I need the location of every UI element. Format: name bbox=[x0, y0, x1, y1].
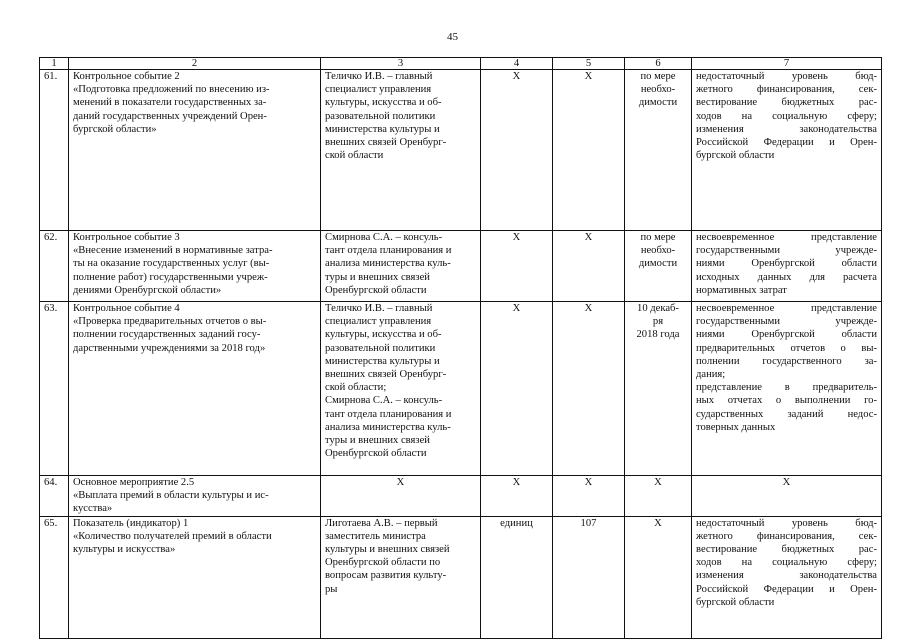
cell-line: недостаточный уровень бюд- bbox=[696, 71, 877, 82]
cell-line: ты на оказание государственных услуг (вы- bbox=[73, 258, 270, 270]
cell-line: Теличко И.В. – главный bbox=[325, 303, 433, 314]
cell-line: Контрольное событие 2 bbox=[73, 71, 180, 82]
cell-line: вопросам развития культу- bbox=[325, 570, 447, 582]
cell-line: дарственными учреждениями за 2018 год» bbox=[73, 342, 266, 354]
col4-value: X bbox=[481, 70, 553, 231]
cell-line: ных отчетах о выполнении го- bbox=[696, 395, 877, 407]
cell-line: менений в показатели государственных за- bbox=[73, 97, 267, 109]
cell-line: 2018 года bbox=[636, 329, 680, 341]
responsible-person bbox=[321, 476, 481, 517]
risk-description bbox=[692, 476, 882, 517]
cell-line: Смирнова С.А. – консуль- bbox=[325, 395, 443, 407]
cell-line: бургской области» bbox=[73, 123, 157, 135]
cell-line: дениями Оренбургской области» bbox=[73, 284, 222, 296]
cell-line: внешних связей Оренбург- bbox=[325, 137, 447, 149]
cell-line: недостаточный уровень бюд- bbox=[696, 517, 877, 529]
cell-line: министерства культуры и bbox=[325, 355, 440, 367]
cell-line: министерства культуры и bbox=[325, 123, 440, 135]
col-header-2: 2 bbox=[69, 58, 321, 70]
cell-line: необхо- bbox=[640, 245, 676, 257]
deadline bbox=[625, 476, 692, 517]
cell-line: заместитель министра bbox=[325, 530, 426, 542]
cell-line: ниями Оренбургской области bbox=[696, 329, 877, 341]
col-header-1: 1 bbox=[40, 58, 69, 70]
col5-value: 107 bbox=[553, 516, 625, 638]
cell-line: несвоевременное представление bbox=[696, 303, 877, 314]
cell-line: вестирование бюджетных рас- bbox=[696, 97, 877, 109]
cell-line: «Выплата премий в области культуры и ис- bbox=[73, 490, 269, 502]
risk-description bbox=[692, 516, 882, 638]
row-number: 61. bbox=[40, 70, 69, 231]
page-number: 45 bbox=[447, 31, 458, 43]
header-row bbox=[40, 58, 882, 70]
cell-line: разовательной политики bbox=[325, 342, 436, 354]
risk-description bbox=[692, 70, 882, 231]
cell-line: Контрольное событие 4 bbox=[73, 303, 180, 314]
cell-line: «Проверка предварительных отчетов о вы- bbox=[73, 316, 267, 328]
cell-line: кусства» bbox=[73, 503, 113, 515]
col5-value: X bbox=[553, 476, 625, 517]
cell-line: Теличко И.В. – главный bbox=[325, 71, 433, 82]
cell-line: изменения законодательства bbox=[696, 123, 877, 135]
cell-line: ря bbox=[652, 316, 664, 328]
cell-line: по мере bbox=[640, 232, 676, 243]
cell-line: димости bbox=[638, 258, 678, 270]
cell-line: специалист управления bbox=[325, 84, 432, 96]
col5-value: X bbox=[553, 231, 625, 302]
col5-value: X bbox=[553, 70, 625, 231]
table-body bbox=[40, 70, 882, 639]
cell-line: анализа министерства куль- bbox=[325, 258, 451, 270]
table-row bbox=[40, 516, 882, 638]
cell-line: полнение работ) государственными учреж- bbox=[73, 271, 268, 283]
cell-line: полнении государственных заданий госу- bbox=[73, 329, 261, 341]
cell-line: «Количество получателей премий в области bbox=[73, 530, 272, 542]
col-header-4: 4 bbox=[481, 58, 553, 70]
cell-line: исходных данных для расчета bbox=[696, 271, 877, 283]
col5-value: X bbox=[553, 302, 625, 476]
cell-line: Оренбургской области bbox=[325, 448, 427, 460]
table-row bbox=[40, 476, 882, 517]
col-header-7: 7 bbox=[692, 58, 882, 70]
cell-line: туры и внешних связей bbox=[325, 271, 430, 283]
event-description bbox=[69, 516, 321, 638]
deadline bbox=[625, 516, 692, 638]
cell-line: вестирование бюджетных рас- bbox=[696, 544, 877, 556]
cell-line: жетного финансирования, сек- bbox=[696, 84, 877, 96]
cell-line: анализа министерства куль- bbox=[325, 421, 451, 433]
cell-line: Контрольное событие 3 bbox=[73, 232, 180, 243]
cell-line: Российской Федерации и Орен- bbox=[696, 137, 877, 149]
cell-line: ской области bbox=[325, 150, 384, 162]
cell-line: бургской области bbox=[696, 596, 775, 608]
cell-line: бургской области bbox=[696, 150, 775, 162]
event-description bbox=[69, 70, 321, 231]
responsible-person bbox=[321, 516, 481, 638]
cell-line: культуры и искусства» bbox=[73, 544, 176, 556]
row-number: 62. bbox=[40, 231, 69, 302]
cell-line: X bbox=[654, 477, 662, 488]
cell-line: необхо- bbox=[640, 84, 676, 96]
event-description bbox=[69, 302, 321, 476]
cell-line: Оренбургской области по bbox=[325, 557, 441, 569]
cell-line: димости bbox=[638, 97, 678, 109]
cell-line: Показатель (индикатор) 1 bbox=[73, 517, 189, 529]
row-number: 64. bbox=[40, 476, 69, 517]
cell-line: ниями Оренбургской области bbox=[696, 258, 877, 270]
col-header-5: 5 bbox=[553, 58, 625, 70]
responsible-person bbox=[321, 231, 481, 302]
cell-line: Смирнова С.А. – консуль- bbox=[325, 232, 443, 243]
cell-line: сударственных заданий недос- bbox=[696, 408, 877, 420]
risk-description bbox=[692, 231, 882, 302]
row-number: 63. bbox=[40, 302, 69, 476]
cell-line: государственными учрежде- bbox=[696, 245, 877, 257]
cell-line: «Внесение изменений в нормативные затра- bbox=[73, 245, 273, 257]
table-row bbox=[40, 70, 882, 231]
cell-line: X bbox=[396, 477, 405, 488]
cell-line: тант отдела планирования и bbox=[325, 245, 452, 257]
row-number: 65. bbox=[40, 516, 69, 638]
cell-line: даний государственных учреждений Орен- bbox=[73, 110, 267, 122]
cell-line: X bbox=[654, 517, 662, 529]
cell-line: дания; bbox=[696, 369, 726, 381]
table-row bbox=[40, 231, 882, 302]
responsible-person bbox=[321, 302, 481, 476]
col-header-6: 6 bbox=[625, 58, 692, 70]
cell-line: по мере bbox=[640, 71, 676, 82]
cell-line: Российской Федерации и Орен- bbox=[696, 583, 877, 595]
event-description bbox=[69, 476, 321, 517]
risk-description bbox=[692, 302, 882, 476]
cell-line: полнении государственного за- bbox=[696, 355, 877, 367]
cell-line: X bbox=[782, 477, 791, 488]
cell-line: Основное мероприятие 2.5 bbox=[73, 477, 195, 488]
cell-line: жетного финансирования, сек- bbox=[696, 530, 877, 542]
table-row bbox=[40, 302, 882, 476]
cell-line: разовательной политики bbox=[325, 110, 436, 122]
col4-value: X bbox=[481, 231, 553, 302]
cell-line: Лиготаева А.В. – первый bbox=[325, 517, 438, 529]
cell-line: Оренбургской области bbox=[325, 284, 427, 296]
deadline bbox=[625, 231, 692, 302]
cell-line: внешних связей Оренбург- bbox=[325, 369, 447, 381]
cell-line: специалист управления bbox=[325, 316, 432, 328]
cell-line: несвоевременное представление bbox=[696, 232, 877, 243]
cell-line: 10 декаб- bbox=[637, 303, 679, 314]
deadline bbox=[625, 70, 692, 231]
cell-line: ской области; bbox=[325, 382, 387, 394]
col4-value: X bbox=[481, 476, 553, 517]
cell-line: культуры, искусства и об- bbox=[325, 329, 442, 341]
events-table bbox=[39, 57, 882, 639]
col-header-3: 3 bbox=[321, 58, 481, 70]
cell-line: нормативных затрат bbox=[696, 284, 787, 296]
cell-line: товерных данных bbox=[696, 421, 776, 433]
event-description bbox=[69, 231, 321, 302]
cell-line: тант отдела планирования и bbox=[325, 408, 452, 420]
cell-line: культуры и внешних связей bbox=[325, 544, 450, 556]
cell-line: изменения законодательства bbox=[696, 570, 877, 582]
cell-line: предварительных отчетов о вы- bbox=[696, 342, 877, 354]
cell-line: государственными учрежде- bbox=[696, 316, 877, 328]
col4-value: единиц bbox=[481, 516, 553, 638]
cell-line: ходов на социальную сферу; bbox=[696, 110, 877, 122]
cell-line: «Подготовка предложений по внесению из- bbox=[73, 84, 270, 96]
deadline bbox=[625, 302, 692, 476]
cell-line: ходов на социальную сферу; bbox=[696, 557, 877, 569]
responsible-person bbox=[321, 70, 481, 231]
col4-value: X bbox=[481, 302, 553, 476]
cell-line: туры и внешних связей bbox=[325, 435, 430, 447]
cell-line: культуры, искусства и об- bbox=[325, 97, 442, 109]
cell-line: ры bbox=[325, 583, 338, 595]
cell-line: представление в предваритель- bbox=[696, 382, 877, 394]
